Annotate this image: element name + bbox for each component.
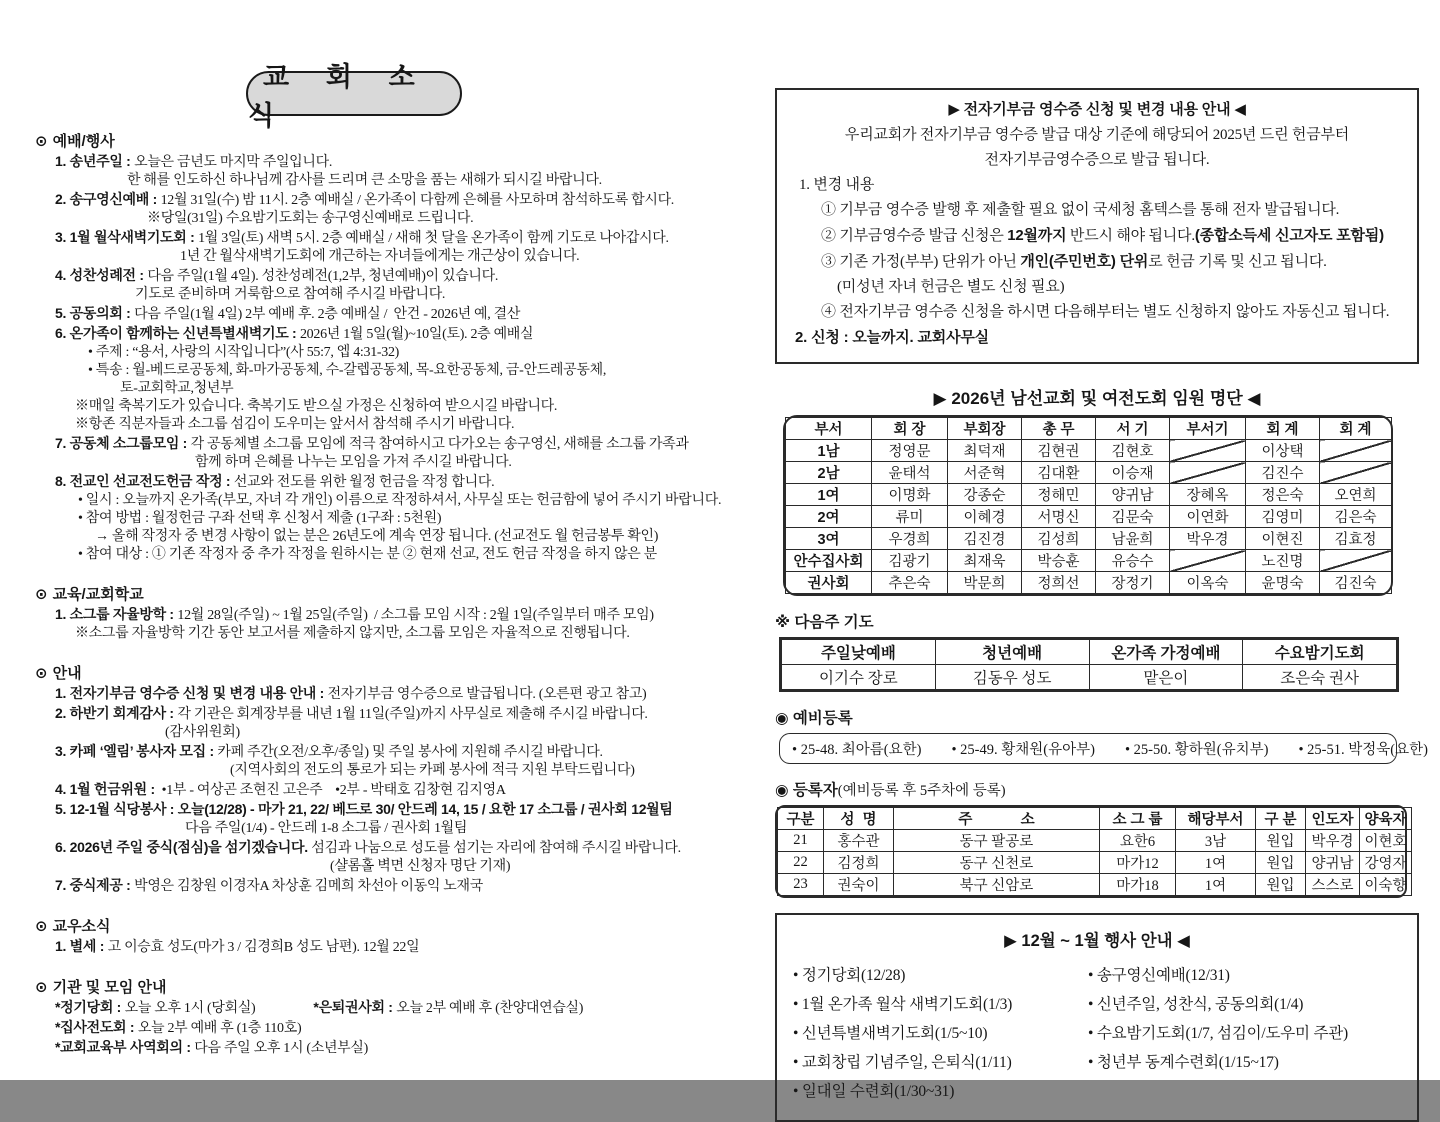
bold-text: *은퇴권사회 : (313, 999, 397, 1015)
pre-registration-label: ◉ 예비등록 (775, 710, 853, 727)
body-text: 각 공동체별 소그룹 모임에 적극 참여하시고 다가오는 송구영신, 새해를 소그룹 가족과 (190, 437, 689, 452)
name-cell: 노진명 (1246, 550, 1320, 572)
name-cell: 이상택 (1246, 440, 1320, 462)
column-header: 구 분 (1256, 808, 1306, 830)
event-item: • 1월 온가족 월삭 새벽기도회(1/3) (793, 996, 1013, 1013)
text-line (791, 223, 1403, 249)
bold-text: 8. 전교인 선교전도헌금 작정 : (55, 473, 234, 489)
text-line (35, 324, 745, 344)
body-text: 우리교회가 전자기부금 영수증 발급 대상 기준에 해당되어 2025년 드린 헌금부터 (844, 127, 1350, 143)
pre-registration-item: • 25-51. 박정욱(요한) (1298, 742, 1428, 758)
name-cell: 유승수 (1096, 550, 1170, 572)
section-title: 안내 (52, 665, 82, 682)
registrants-label-note: (예비등록 후 5주차에 등록) (837, 783, 1006, 799)
diagonal-empty-cell (1320, 462, 1392, 484)
body-text: ※항존 직분자들과 소그룹 섬김이 도우미는 앞서서 참석해 주시기 바랍니다. (75, 417, 515, 432)
body-text: 섬김과 나눔으로 성도를 섬기는 자리에 참여해 주시길 바랍니다. (311, 841, 681, 856)
bold-text: 4. 1월 헌금위원 : (55, 781, 159, 797)
text-line (791, 325, 1403, 351)
text-line (35, 266, 745, 286)
registrant-cell: 3남 (1176, 830, 1256, 852)
bold-text: 4. 성찬성례전 : (55, 267, 148, 283)
text-line (35, 820, 745, 838)
body-text: 카페 주간(오전/오후/종일) 및 주일 봉사에 지원해 주시길 바랍니다. (217, 745, 603, 760)
column-header: 부회장 (948, 418, 1022, 440)
text-line (35, 492, 745, 510)
table-row (786, 462, 1392, 484)
department-cell: 2여 (786, 506, 872, 528)
body-text: 오늘은 금년도 마지막 주일입니다. (134, 155, 333, 170)
column-header: 주 소 (894, 808, 1100, 830)
body-text: ④ 전자기부금 영수증 신청을 하시면 다음해부터는 별도 신청하지 않아도 자동신고 됩니다. (821, 304, 1390, 320)
section (35, 663, 745, 896)
text-line (35, 625, 745, 643)
body-text: 전자기부금 영수증으로 발급됩니다. (오른편 광고 참고) (327, 687, 647, 702)
section-heading (35, 584, 745, 605)
body-text: 박영은 김창원 이경자A 차상훈 김메희 차선아 이동익 노재국 (134, 879, 483, 894)
text-line (35, 362, 745, 380)
text-line (35, 762, 745, 780)
name-cell: 추은숙 (872, 572, 948, 594)
registrant-cell: 23 (778, 874, 824, 896)
name-cell: 이명화 (872, 484, 948, 506)
text-line (35, 380, 745, 398)
column-header: 부서기 (1170, 418, 1246, 440)
section-marker-icon: ⊙ (35, 665, 48, 682)
text-line (35, 800, 745, 820)
bold-text: 7. 공동체 소그룹모임 : (55, 435, 191, 451)
table-row (786, 572, 1392, 594)
text-line (35, 998, 745, 1018)
body-text: (샬롬홀 벽면 신청자 명단 기재) (330, 859, 511, 874)
officers-table (783, 415, 1393, 596)
text-line (35, 1018, 745, 1038)
section-marker-icon: ⊙ (35, 918, 48, 935)
body-text: 기도로 준비하며 거룩함으로 참여해 주시길 바랍니다. (135, 287, 446, 302)
pre-registration-item: • 25-50. 황하원(유치부) (1124, 742, 1269, 758)
section-title: 교우소식 (52, 918, 111, 935)
name-cell: 정영문 (872, 440, 948, 462)
department-cell: 2남 (786, 462, 872, 484)
text-line (35, 876, 745, 896)
text-line (35, 838, 745, 858)
events-title: ▶ 12월 ~ 1월 행사 안내 ◀ (1004, 932, 1190, 950)
name-cell: 양귀남 (1096, 484, 1170, 506)
text-line (35, 398, 745, 416)
name-cell: 김동우 성도 (935, 665, 1089, 690)
registrant-cell: 북구 신암로 (894, 874, 1100, 896)
events-box (775, 913, 1419, 1122)
text-line (35, 210, 745, 228)
bold-text: 1. 전자기부금 영수증 신청 및 변경 내용 안내 : (55, 685, 328, 701)
pre-registration-item: • 25-49. 황채원(유아부) (951, 742, 1095, 758)
registrant-cell: 원입 (1256, 830, 1306, 852)
registrant-cell: 1여 (1176, 874, 1256, 896)
registrant-cell: 김정희 (824, 852, 894, 874)
column-header: 총 무 (1022, 418, 1096, 440)
section-heading (35, 977, 745, 998)
table-row (786, 440, 1392, 462)
name-cell: 박승훈 (1022, 550, 1096, 572)
registrant-cell: 동구 팔공로 (894, 830, 1100, 852)
section-heading (35, 663, 745, 684)
bold-text: 오늘(12/28) - 마가 21, 22/ 베드로 30/ 안드레 14, 15 / 요한 17 소그룹 / 권사회 12월팀 (177, 801, 673, 817)
name-cell: 이현진 (1246, 528, 1320, 550)
name-cell: 윤명숙 (1246, 572, 1320, 594)
name-cell: 조은숙 권사 (1243, 665, 1397, 690)
section-title: 예배/행사 (52, 133, 115, 150)
event-item: • 신년특별새벽기도회(1/5~10) (793, 1025, 988, 1042)
name-cell: 장혜옥 (1170, 484, 1246, 506)
events-list-right (1088, 961, 1348, 1106)
body-text: (지역사회의 전도의 통로가 되는 카페 봉사에 적극 지원 부탁드립니다) (230, 763, 635, 778)
registrant-cell: 원입 (1256, 852, 1306, 874)
name-cell: 김은숙 (1320, 506, 1392, 528)
event-item: • 수요밤기도회(1/7, 섬김이/도우미 주관) (1088, 1025, 1348, 1042)
bold-text: 12월까지 (1007, 227, 1067, 244)
table-header-row (778, 808, 1412, 830)
name-cell: 김광기 (872, 550, 948, 572)
next-week-prayer-label: ※ 다음주 기도 (775, 614, 874, 631)
bold-text: 5. 공동의회 : (55, 305, 135, 321)
column-header: 주일낮예배 (782, 640, 936, 665)
name-cell: 최덕재 (948, 440, 1022, 462)
text-line (35, 528, 745, 546)
diagonal-empty-cell (1320, 440, 1392, 462)
body-text: 다음 주일(1/4) - 안드레 1-8 소그룹 / 권사회 1월팀 (185, 821, 468, 836)
registrants-table (775, 805, 1407, 898)
name-cell: 정희선 (1022, 572, 1096, 594)
table-header-row (782, 640, 1397, 665)
text-line (791, 275, 1403, 300)
body-text: ② 기부금영수증 발급 신청은 (821, 228, 1008, 244)
department-cell: 권사회 (786, 572, 872, 594)
officers-table-title: ▶ 2026년 남선교회 및 여전도회 임원 명단 ◀ (933, 389, 1261, 408)
prayer-table (779, 637, 1399, 692)
bold-text: 3. 카페 ‘엘림’ 봉사자 모집 : (55, 743, 218, 759)
bold-text: 2. 송구영신예배 : (55, 191, 161, 207)
name-cell: 김문숙 (1096, 506, 1170, 528)
registrant-cell: 마가18 (1100, 874, 1176, 896)
registrant-cell: 마가12 (1100, 852, 1176, 874)
text-line (35, 152, 745, 172)
bold-text: 6. 2026년 주일 중식(점심)을 섬기겠습니다. (55, 839, 312, 855)
bold-text: 2. 신청 : 오늘까지. 교회사무실 (795, 329, 989, 346)
column-header: 해당부서 (1176, 808, 1256, 830)
text-line (791, 148, 1403, 173)
name-cell: 김진숙 (1320, 572, 1392, 594)
registrant-cell: 21 (778, 830, 824, 852)
text-line (35, 172, 745, 190)
column-header: 부서 (786, 418, 872, 440)
diagonal-empty-cell (1170, 462, 1246, 484)
body-text: 반드시 해야 됩니다. (1066, 228, 1195, 244)
event-item: • 신년주일, 성찬식, 공동의회(1/4) (1088, 996, 1304, 1013)
column-header: 회 계 (1320, 418, 1392, 440)
diagonal-empty-cell (1170, 440, 1246, 462)
table-row (778, 830, 1412, 852)
body-text: 12월 28일(주일) ~ 1월 25일(주일) / 소그룹 모임 시작 : 2월 1일(주일부터 매주 모임) (177, 608, 654, 623)
column-header: 온가족 가정예배 (1089, 640, 1243, 665)
column-header: 회 계 (1246, 418, 1320, 440)
registrant-cell: 1여 (1176, 852, 1256, 874)
events-columns (793, 961, 1401, 1106)
body-text: 전자기부금영수증으로 발급 됩니다. (984, 152, 1210, 168)
page-title (246, 61, 462, 131)
body-text: ※소그룹 자율방학 기간 동안 보고서를 제출하지 않지만, 소그룹 모임은 자율적으로 진행됩니다. (75, 626, 630, 641)
bold-text: 1. 소그룹 자율방학 : (55, 606, 178, 622)
table-row (778, 874, 1412, 896)
registrant-cell: 양귀남 (1306, 852, 1360, 874)
registrant-cell: 동구 신천로 (894, 852, 1100, 874)
bold-text: 개인(주민번호) 단위 (1020, 253, 1149, 270)
body-text: 각 기관은 회계장부를 내년 1월 11일(주일)까지 사무실로 제출해 주시길 바랍니다. (177, 707, 648, 722)
body-text: 토-교회학교,청년부 (120, 381, 234, 396)
name-cell: 김현권 (1022, 440, 1096, 462)
table-row (786, 550, 1392, 572)
name-cell: 김효정 (1320, 528, 1392, 550)
event-item: • 교회창립 기념주일, 은퇴식(1/11) (793, 1054, 1012, 1071)
text-line (35, 937, 745, 957)
table-row (778, 852, 1412, 874)
section-heading (35, 131, 745, 152)
section-title: 기관 및 모임 안내 (52, 979, 167, 996)
registrant-cell: 스스로 (1306, 874, 1360, 896)
text-line (791, 300, 1403, 325)
section (35, 916, 745, 957)
column-header: 수요밤기도회 (1243, 640, 1397, 665)
bold-text: (종합소득세 신고자도 포함됨) (1194, 227, 1384, 244)
name-cell: 김진경 (948, 528, 1022, 550)
event-item: • 일대일 수련회(1/30~31) (793, 1083, 955, 1100)
name-cell: 윤태석 (872, 462, 948, 484)
name-cell: 최재욱 (948, 550, 1022, 572)
section-heading (35, 916, 745, 937)
bold-text: *교회교육부 사역회의 : (55, 1039, 195, 1055)
column-header: 성 명 (824, 808, 894, 830)
text-line (35, 248, 745, 266)
column-header: 서 기 (1096, 418, 1170, 440)
event-item: • 청년부 동계수련회(1/15~17) (1088, 1054, 1279, 1071)
text-line (35, 546, 745, 564)
bold-text: 1. 송년주일 : (55, 153, 135, 169)
bold-text: 2. 하반기 회계감사 : (55, 705, 178, 721)
body-text: 오늘 오후 1시 (당회실) (124, 1001, 256, 1016)
table-row (786, 528, 1392, 550)
text-line (791, 173, 1403, 198)
event-item: • 정기당회(12/28) (793, 967, 906, 984)
text-line (791, 97, 1403, 123)
name-cell: 김영미 (1246, 506, 1320, 528)
department-cell: 3여 (786, 528, 872, 550)
name-cell: 김진수 (1246, 462, 1320, 484)
section (35, 131, 745, 564)
text-line (791, 198, 1403, 223)
body-text: 로 헌금 기록 및 신고 됩니다. (1148, 254, 1327, 270)
receipt-notice-box (775, 88, 1419, 364)
text-line (35, 605, 745, 625)
body-text: 선교와 전도를 위한 월정 헌금을 작정 합니다. (233, 475, 495, 490)
body-text: (미성년 자녀 헌금은 별도 신청 필요) (837, 279, 1065, 295)
registrants-label-bold: ◉ 등록자 (775, 782, 838, 799)
column-header: 구분 (778, 808, 824, 830)
registrant-cell: 강영자 (1360, 852, 1412, 874)
body-text: • 참여 방법 : 월정헌금 구좌 선택 후 신청서 제출 (1구좌 : 5천원) (78, 511, 442, 526)
registrant-cell: 홍수관 (824, 830, 894, 852)
body-text: • 일시 : 오늘까지 온가족(부모, 자녀 각 개인) 이름으로 작정하셔서, 사무실 또는 헌금함에 넣어 주시기 바랍니다. (78, 493, 722, 508)
text-line (791, 123, 1403, 148)
registrant-cell: 박우경 (1306, 830, 1360, 852)
left-column (35, 131, 745, 1058)
diagonal-empty-cell (1170, 550, 1246, 572)
body-text: ※당일(31일) 수요밤기도회는 송구영신예배로 드립니다. (147, 211, 474, 226)
name-cell: 이옥숙 (1170, 572, 1246, 594)
department-cell: 1여 (786, 484, 872, 506)
body-text: • 특송 : 월-베드로공동체, 화-마가공동체, 수-갈렙공동체, 목-요한공동체, 금-안드레공동체, (88, 363, 607, 378)
name-cell: 오연희 (1320, 484, 1392, 506)
name-cell: 박우경 (1170, 528, 1246, 550)
text-line (35, 858, 745, 876)
body-text: 고 이승효 성도(마가 3 / 김경희B 성도 남편). 12월 22일 (107, 940, 420, 955)
department-cell: 1남 (786, 440, 872, 462)
text-line (35, 684, 745, 704)
name-cell: 박문희 (948, 572, 1022, 594)
body-text: 다음 주일(1월 4일) 2부 예배 후. 2층 예배실 / 안건 - 2026년 예, 결산 (134, 307, 521, 322)
body-text: 1년 간 월삭새벽기도회에 개근하는 자녀들에게는 개근상이 있습니다. (180, 249, 580, 264)
section-marker-icon: ⊙ (35, 133, 48, 150)
department-cell: 안수집사회 (786, 550, 872, 572)
body-text: 오늘 2부 예배 후 (찬양대연습실) (396, 1001, 584, 1016)
name-cell: 이연화 (1170, 506, 1246, 528)
text-line (35, 416, 745, 434)
section-marker-icon: ⊙ (35, 979, 48, 996)
event-item: • 송구영신예배(12/31) (1088, 967, 1230, 984)
body-text: 다음 주일 오후 1시 (소년부실) (194, 1041, 368, 1056)
name-cell: 이승재 (1096, 462, 1170, 484)
name-cell: 류미 (872, 506, 948, 528)
section-marker-icon: ⊙ (35, 586, 48, 603)
section (35, 977, 745, 1058)
name-cell: 김현호 (1096, 440, 1170, 462)
text-line (35, 304, 745, 324)
section (35, 584, 745, 643)
name-cell: 서명신 (1022, 506, 1096, 528)
text-line (35, 742, 745, 762)
registrant-cell: 권숙이 (824, 874, 894, 896)
body-text: •1부 - 여상곤 조현진 고은주 •2부 - 박태호 김창현 김지영A (158, 783, 506, 798)
registrant-cell: 요한6 (1100, 830, 1176, 852)
text-line (791, 249, 1403, 275)
bold-text: 1. 별세 : (55, 938, 108, 954)
registrant-cell: 이숙향 (1360, 874, 1412, 896)
registrants-label (775, 778, 1419, 800)
name-cell: 정해민 (1022, 484, 1096, 506)
section-title: 교육/교회학교 (52, 586, 144, 603)
body-text: 한 해를 인도하신 하나님께 감사를 드리며 큰 소망을 품는 새해가 되시길 바랍니다. (127, 173, 602, 188)
bold-text: 6. 온가족이 함께하는 신년특별새벽기도 : (55, 325, 300, 341)
bold-text: *집사전도회 : (55, 1019, 138, 1035)
pre-registration-box (779, 733, 1428, 764)
name-cell: 남윤희 (1096, 528, 1170, 550)
text-line (35, 228, 745, 248)
registrant-cell: 원입 (1256, 874, 1306, 896)
body-text: 12월 31일(수) 밤 11시. 2층 예배실 / 온가족이 다함께 은혜를 사모하며 참석하도록 합시다. (160, 193, 674, 208)
body-text: ③ 기존 가정(부부) 단위가 아닌 (821, 254, 1021, 270)
text-line (35, 510, 745, 528)
bold-text: *정기당회 : (55, 999, 125, 1015)
bold-text: 3. 1월 월삭새벽기도회 : (55, 229, 199, 245)
body-text: 1. 변경 내용 (799, 177, 875, 193)
text-line (35, 780, 745, 800)
table-header-row (786, 418, 1392, 440)
table-row (786, 506, 1392, 528)
events-list-left (793, 961, 1088, 1106)
column-header: 양육자 (1360, 808, 1412, 830)
text-line (35, 344, 745, 362)
name-cell: 김대환 (1022, 462, 1096, 484)
body-text: 다음 주일(1월 4일). 성찬성례전(1,2부, 청년예배)이 있습니다. (147, 269, 499, 284)
body-text: 오늘 2부 예배 후 (1층 110호) (137, 1021, 302, 1036)
name-cell: 장정기 (1096, 572, 1170, 594)
table-row (786, 484, 1392, 506)
bold-text: 7. 중식제공 : (55, 877, 135, 893)
column-header: 소 그 룹 (1100, 808, 1176, 830)
name-cell: 우경희 (872, 528, 948, 550)
name-cell: 맡은이 (1089, 665, 1243, 690)
text-line (35, 724, 745, 742)
text-line (35, 454, 745, 472)
text-line (35, 472, 745, 492)
body-text: → 올해 작정자 중 변경 사항이 없는 분은 26년도에 계속 연장 됩니다. (선교전도 월 헌금봉투 확인) (95, 529, 659, 544)
text-line (35, 190, 745, 210)
name-cell: 강종순 (948, 484, 1022, 506)
right-column (775, 88, 1428, 1122)
bold-text: ▶ 전자기부금 영수증 신청 및 변경 내용 안내 ◀ (948, 101, 1246, 118)
diagonal-empty-cell (1320, 550, 1392, 572)
registrant-cell: 22 (778, 852, 824, 874)
column-header: 청년예배 (935, 640, 1089, 665)
name-cell: 정은숙 (1246, 484, 1320, 506)
text-line (35, 434, 745, 454)
body-text: 2026년 1월 5일(월)~10일(토). 2층 예배실 (299, 327, 534, 342)
column-header: 회 장 (872, 418, 948, 440)
body-text: • 참여 대상 : ① 기존 작정자 중 추가 작정을 원하시는 분 ② 현재 선교, 전도 헌금 작정을 하지 않은 분 (78, 547, 657, 562)
bold-text: 5. 12-1월 식당봉사 : (55, 801, 178, 817)
body-text: ※매일 축복기도가 있습니다. 축복기도 받으실 가정은 신청하여 받으시길 바랍니다. (75, 399, 558, 414)
pre-registration-item: • 25-48. 최아름(요한) (792, 742, 922, 758)
body-text: 함께 하며 은혜를 나누는 모임을 가져 주시길 바랍니다. (195, 455, 512, 470)
name-cell: 서준혁 (948, 462, 1022, 484)
name-cell: 이혜경 (948, 506, 1022, 528)
text-line (35, 704, 745, 724)
name-cell: 이기수 장로 (782, 665, 936, 690)
body-text: 1월 3일(토) 새벽 5시. 2층 예배실 / 새해 첫 달을 온가족이 함께 기도로 나아갑시다. (198, 231, 669, 246)
text-line (35, 286, 745, 304)
page-title-text: 교 회 소 식 (248, 61, 430, 131)
body-text: • 주제 : “용서, 사랑의 시작입니다”(사 55:7, 엡 4:31-32) (88, 345, 400, 360)
body-text: (감사위원회) (165, 725, 240, 740)
column-header: 인도자 (1306, 808, 1360, 830)
table-row (782, 665, 1397, 690)
body-text: ① 기부금 영수증 발행 후 제출할 필요 없이 국세청 홈텍스를 통해 전자 발급됩니다. (821, 202, 1340, 218)
name-cell: 김성희 (1022, 528, 1096, 550)
registrant-cell: 이현호 (1360, 830, 1412, 852)
text-line (35, 1038, 745, 1058)
